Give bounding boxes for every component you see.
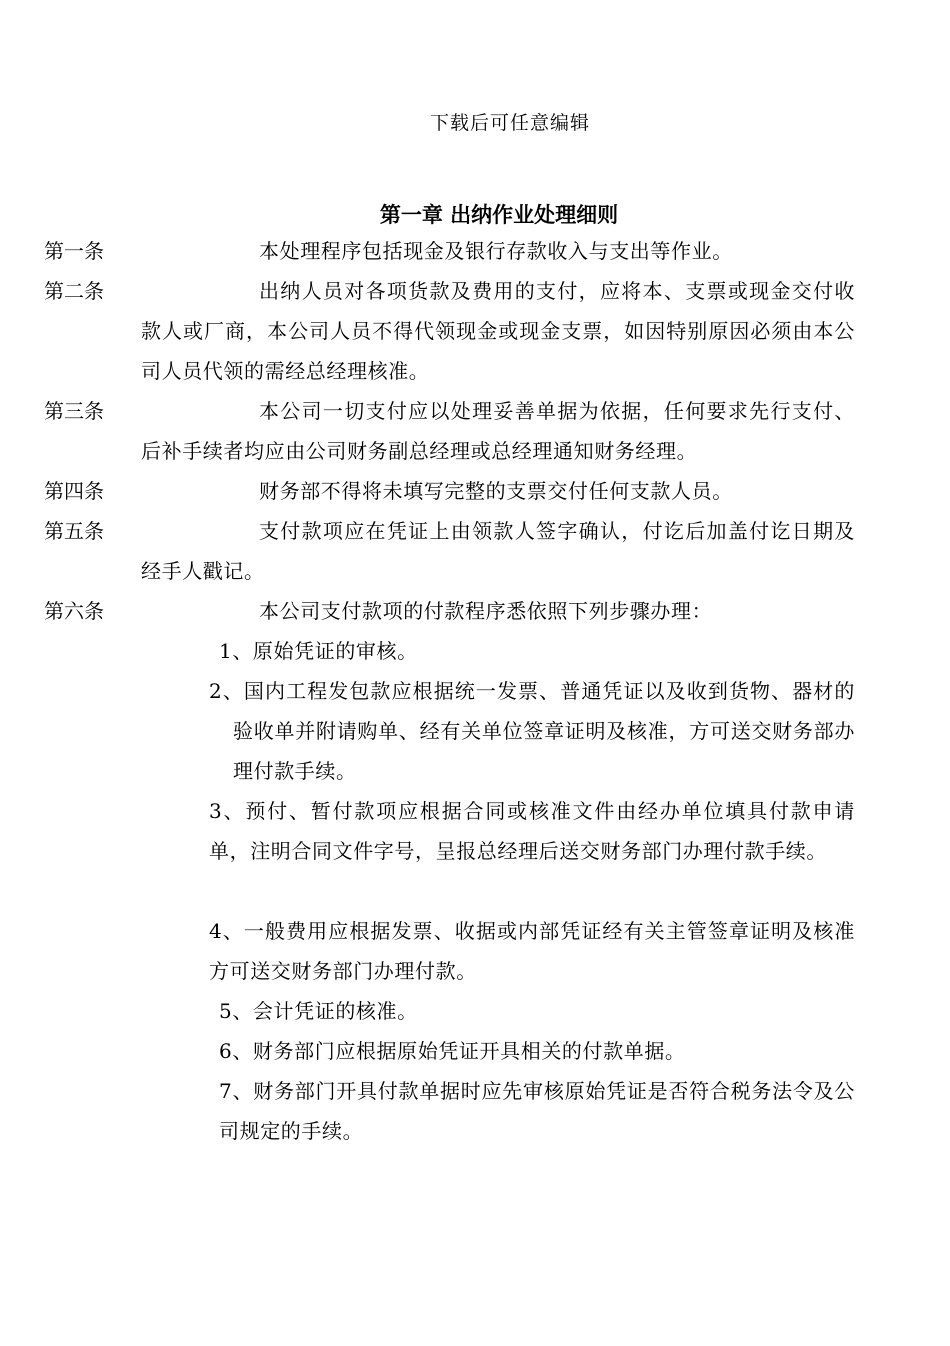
article-label: 第六条 bbox=[44, 599, 104, 623]
step-item: 3、预付、暂付款项应根据合同或核准文件由经办单位填具付款申请单，注明合同文件字号，呈报总经理后送交财务部门办理付款手续。 bbox=[209, 799, 855, 863]
chapter-title: 第一章 出纳作业处理细则 bbox=[379, 203, 619, 227]
article-text: 财务部不得将未填写完整的支票交付任何支款人员。 bbox=[259, 479, 733, 503]
article-label: 第二条 bbox=[44, 279, 104, 303]
article-text: 本公司一切支付应以处理妥善单据为依据，任何要求先行支付、后补手续者均应由公司财务副总经理或总经理通知财务经理。 bbox=[141, 399, 855, 463]
step-item: 5、会计凭证的核准。 bbox=[219, 999, 418, 1023]
article-label: 第三条 bbox=[44, 399, 104, 423]
step-item: 7、财务部门开具付款单据时应先审核原始凭证是否符合税务法令及公司规定的手续。 bbox=[219, 1079, 855, 1143]
article-text: 本公司支付款项的付款程序悉依照下列步骤办理： bbox=[259, 599, 713, 623]
article-label: 第四条 bbox=[44, 479, 104, 503]
step-item: 1、原始凭证的审核。 bbox=[219, 639, 418, 663]
article-label: 第一条 bbox=[44, 239, 104, 263]
article-text: 出纳人员对各项货款及费用的支付，应将本、支票或现金交付收款人或厂商，本公司人员不得代领现金或现金支票，如因特别原因必须由本公司人员代领的需经总经理核准。 bbox=[141, 279, 855, 383]
header-note: 下载后可任意编辑 bbox=[429, 112, 590, 134]
step-item: 4、一般费用应根据发票、收据或内部凭证经有关主管签章证明及核准方可送交财务部门办理付款。 bbox=[209, 919, 855, 983]
article-text: 本处理程序包括现金及银行存款收入与支出等作业。 bbox=[259, 239, 733, 263]
article-label: 第五条 bbox=[44, 519, 104, 543]
article-text: 支付款项应在凭证上由领款人签字确认，付讫后加盖付讫日期及经手人戳记。 bbox=[141, 519, 855, 583]
step-item: 2、国内工程发包款应根据统一发票、普通凭证以及收到货物、器材的验收单并附请购单、经有关单位签章证明及核准，方可送交财务部办理付款手续。 bbox=[209, 679, 855, 783]
step-item: 6、财务部门应根据原始凭证开具相关的付款单据。 bbox=[219, 1039, 686, 1063]
